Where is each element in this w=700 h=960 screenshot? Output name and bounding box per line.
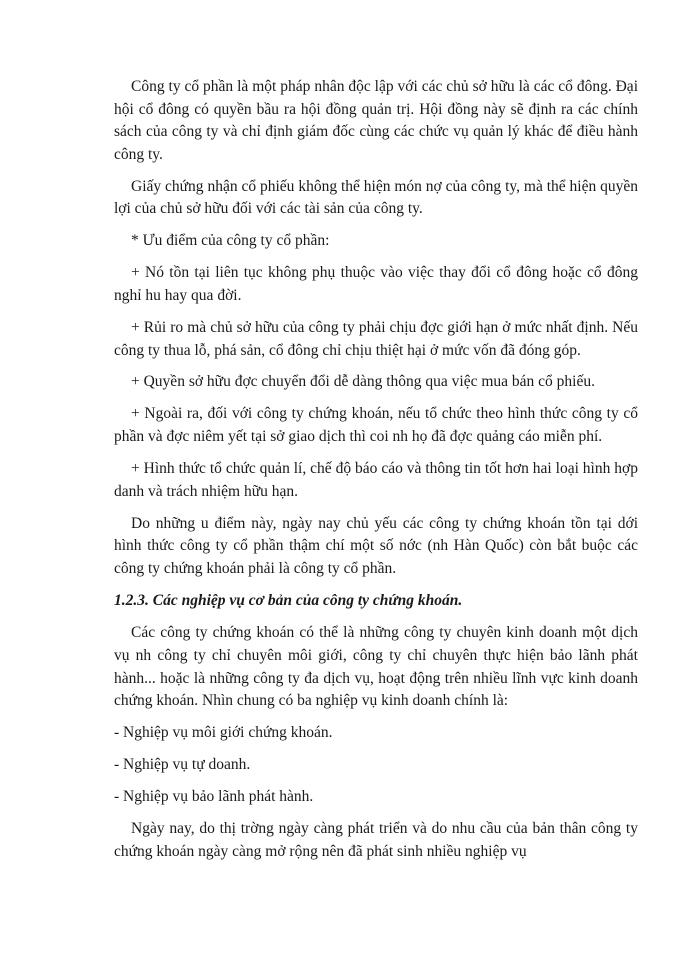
paragraph-advantage-transferability: + Quyền sở hữu đợc chuyển đổi dễ dàng thông qua việc mua bán cổ phiếu. xyxy=(131,373,595,391)
paragraph-closing: Ngày nay, do thị trờng ngày càng phát triển và do nhu cầu của bản thân công ty chứng khoán ngày càng mở rộng nên đã phát sinh nhiều nghiệp vụ xyxy=(114,820,638,860)
list-item: - Nghiệp vụ bảo lãnh phát hành. xyxy=(114,788,314,806)
paragraph-advantage-continuity: + Nó tồn tại liên tục không phụ thuộc vào việc thay đổi cổ đông hoặc cổ đông nghỉ hu hay qua đời. xyxy=(114,264,638,304)
document-page xyxy=(114,76,638,873)
paragraph-conclusion: Do những u điểm này, ngày nay chủ yếu các công ty chứng khoán tồn tại dới hình thức công ty cổ phần thậm chí một số nớc (nh Hàn Quốc) còn bắt buộc các công ty chứng khoán phải là công ty cổ phần. xyxy=(114,514,638,577)
paragraph-joint-stock-definition: Công ty cổ phần là một pháp nhân độc lập với các chủ sở hữu là các cổ đông. Đại hội cổ đông có quyền bầu ra hội đồng quản trị. Hội đồng này sẽ định ra các chính sách của công ty và chỉ định giám đốc cùng các chức vụ quản lý khác để điều hành công ty. xyxy=(114,78,638,163)
paragraph-advantages-title: * Ưu điểm của công ty cổ phần: xyxy=(131,232,330,250)
paragraph-advantage-management: + Hình thức tổ chức quản lí, chế độ báo cáo và thông tin tốt hơn hai loại hình hợp danh và trách nhiệm hữu hạn. xyxy=(114,460,638,500)
paragraph-advantage-free-advertising: + Ngoài ra, đối với công ty chứng khoán, nếu tổ chức theo hình thức công ty cổ phần và đợc niêm yết tại sở giao dịch thì coi nh họ đã đợc quảng cáo miễn phí. xyxy=(114,405,638,446)
paragraph-advantage-limited-risk: + Rủi ro mà chủ sở hữu của công ty phải chịu đợc giới hạn ở mức nhất định. Nếu công ty thua lỗ, phá sản, cổ đông chỉ chịu thiệt hại ở mức vốn đã đóng góp. xyxy=(114,318,638,359)
paragraph-section-intro: Các công ty chứng khoán có thể là những công ty chuyên kinh doanh một dịch vụ nh công ty chỉ chuyên môi giới, công ty chỉ chuyên thực hiện bảo lãnh phát hành... hoặc là những công ty đa dịch vụ, hoạt động trên nhiều lĩnh vực kinh doanh chứng khoán. Nhìn chung có ba nghiệp vụ kinh doanh chính là: xyxy=(114,624,638,710)
list-item: - Nghiệp vụ tự doanh. xyxy=(114,756,251,774)
list-item: - Nghiệp vụ môi giới chứng khoán. xyxy=(114,724,333,742)
section-heading: 1.2.3. Các nghiệp vụ cơ bản của công ty chứng khoán. xyxy=(114,591,463,609)
paragraph-share-certificate: Giấy chứng nhận cổ phiếu không thể hiện món nợ của công ty, mà thể hiện quyền lợi của chủ sở hữu đối với các tài sản của công ty. xyxy=(114,177,638,218)
